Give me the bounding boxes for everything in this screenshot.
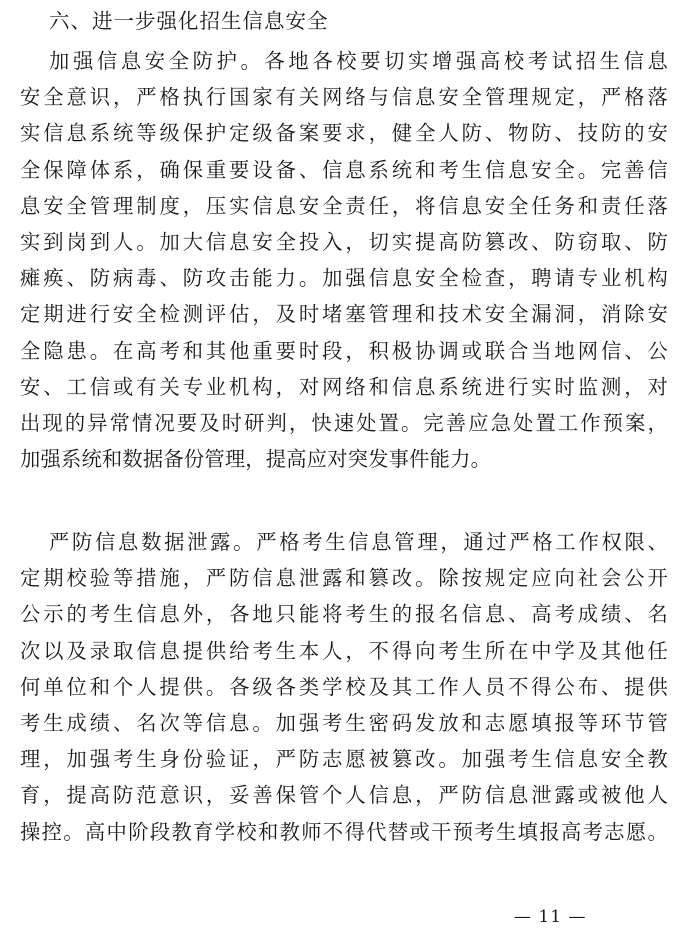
paragraph-text: 各地各校要切实增强高校考试招生信息 xyxy=(264,49,668,73)
paragraph-line: 育，提高防范意识，妥善保管个人信息，严防信息泄露或被他人 xyxy=(20,783,668,808)
paragraph-line: 实信息系统等级保护定级备案要求，健全人防、物防、技防的安 xyxy=(20,121,668,146)
paragraph-prevent-data-leakage xyxy=(20,524,668,850)
paragraph-line: 考生成绩、名次等信息。加强考生密码发放和志愿填报等环节管 xyxy=(20,711,668,736)
section-heading: 六、进一步强化招生信息安全 xyxy=(49,9,329,33)
paragraph-line: 全保障体系，确保重要设备、信息系统和考生信息安全。完善信 xyxy=(20,157,668,182)
paragraph-line: 操控。高中阶段教育学校和教师不得代替或干预考生填报高考志愿。 xyxy=(20,819,668,844)
paragraph-line: 安全意识，严格执行国家有关网络与信息安全管理规定，严格落 xyxy=(20,85,668,110)
paragraph-line: 理，加强考生身份验证，严防志愿被篡改。加强考生信息安全教 xyxy=(20,747,668,772)
paragraph-line: 公示的考生信息外，各地只能将考生的报名信息、高考成绩、名 xyxy=(20,602,668,627)
paragraph-text: 严格考生信息管理，通过严格工作权限、 xyxy=(256,530,668,554)
paragraph-line: 全隐患。在高考和其他重要时段，积极协调或联合当地网信、公 xyxy=(20,338,668,363)
paragraph-line xyxy=(20,524,668,560)
paragraph-line: 加强系统和数据备份管理，提高应对突发事件能力。 xyxy=(20,447,492,472)
paragraph-line: 瘫痪、防病毒、防攻击能力。加强信息安全检查，聘请专业机构 xyxy=(20,266,668,291)
paragraph-lead: 加强信息安全防护。 xyxy=(49,49,265,73)
paragraph-line xyxy=(20,43,668,79)
paragraph-line: 次以及录取信息提供给考生本人，不得向考生所在中学及其他任 xyxy=(20,638,668,663)
paragraph-information-security-protection xyxy=(20,43,668,477)
paragraph-line: 实到岗到人。加大信息安全投入，切实提高防篡改、防窃取、防 xyxy=(20,230,668,255)
paragraph-line: 安、工信或有关专业机构，对网络和信息系统进行实时监测，对 xyxy=(20,374,668,399)
paragraph-line: 何单位和个人提供。各级各类学校及其工作人员不得公布、提供 xyxy=(20,674,668,699)
paragraph-lead: 严防信息数据泄露。 xyxy=(49,530,257,554)
paragraph-line: 出现的异常情况要及时研判，快速处置。完善应急处置工作预案， xyxy=(20,411,668,436)
paragraph-line: 定期进行安全检测评估，及时堵塞管理和技术安全漏洞，消除安 xyxy=(20,302,668,327)
page-number: — 11 — xyxy=(514,907,587,927)
paragraph-line: 定期校验等措施，严防信息泄露和篡改。除按规定应向社会公开 xyxy=(20,566,668,591)
paragraph-line: 息安全管理制度，压实信息安全责任，将信息安全任务和责任落 xyxy=(20,193,668,218)
